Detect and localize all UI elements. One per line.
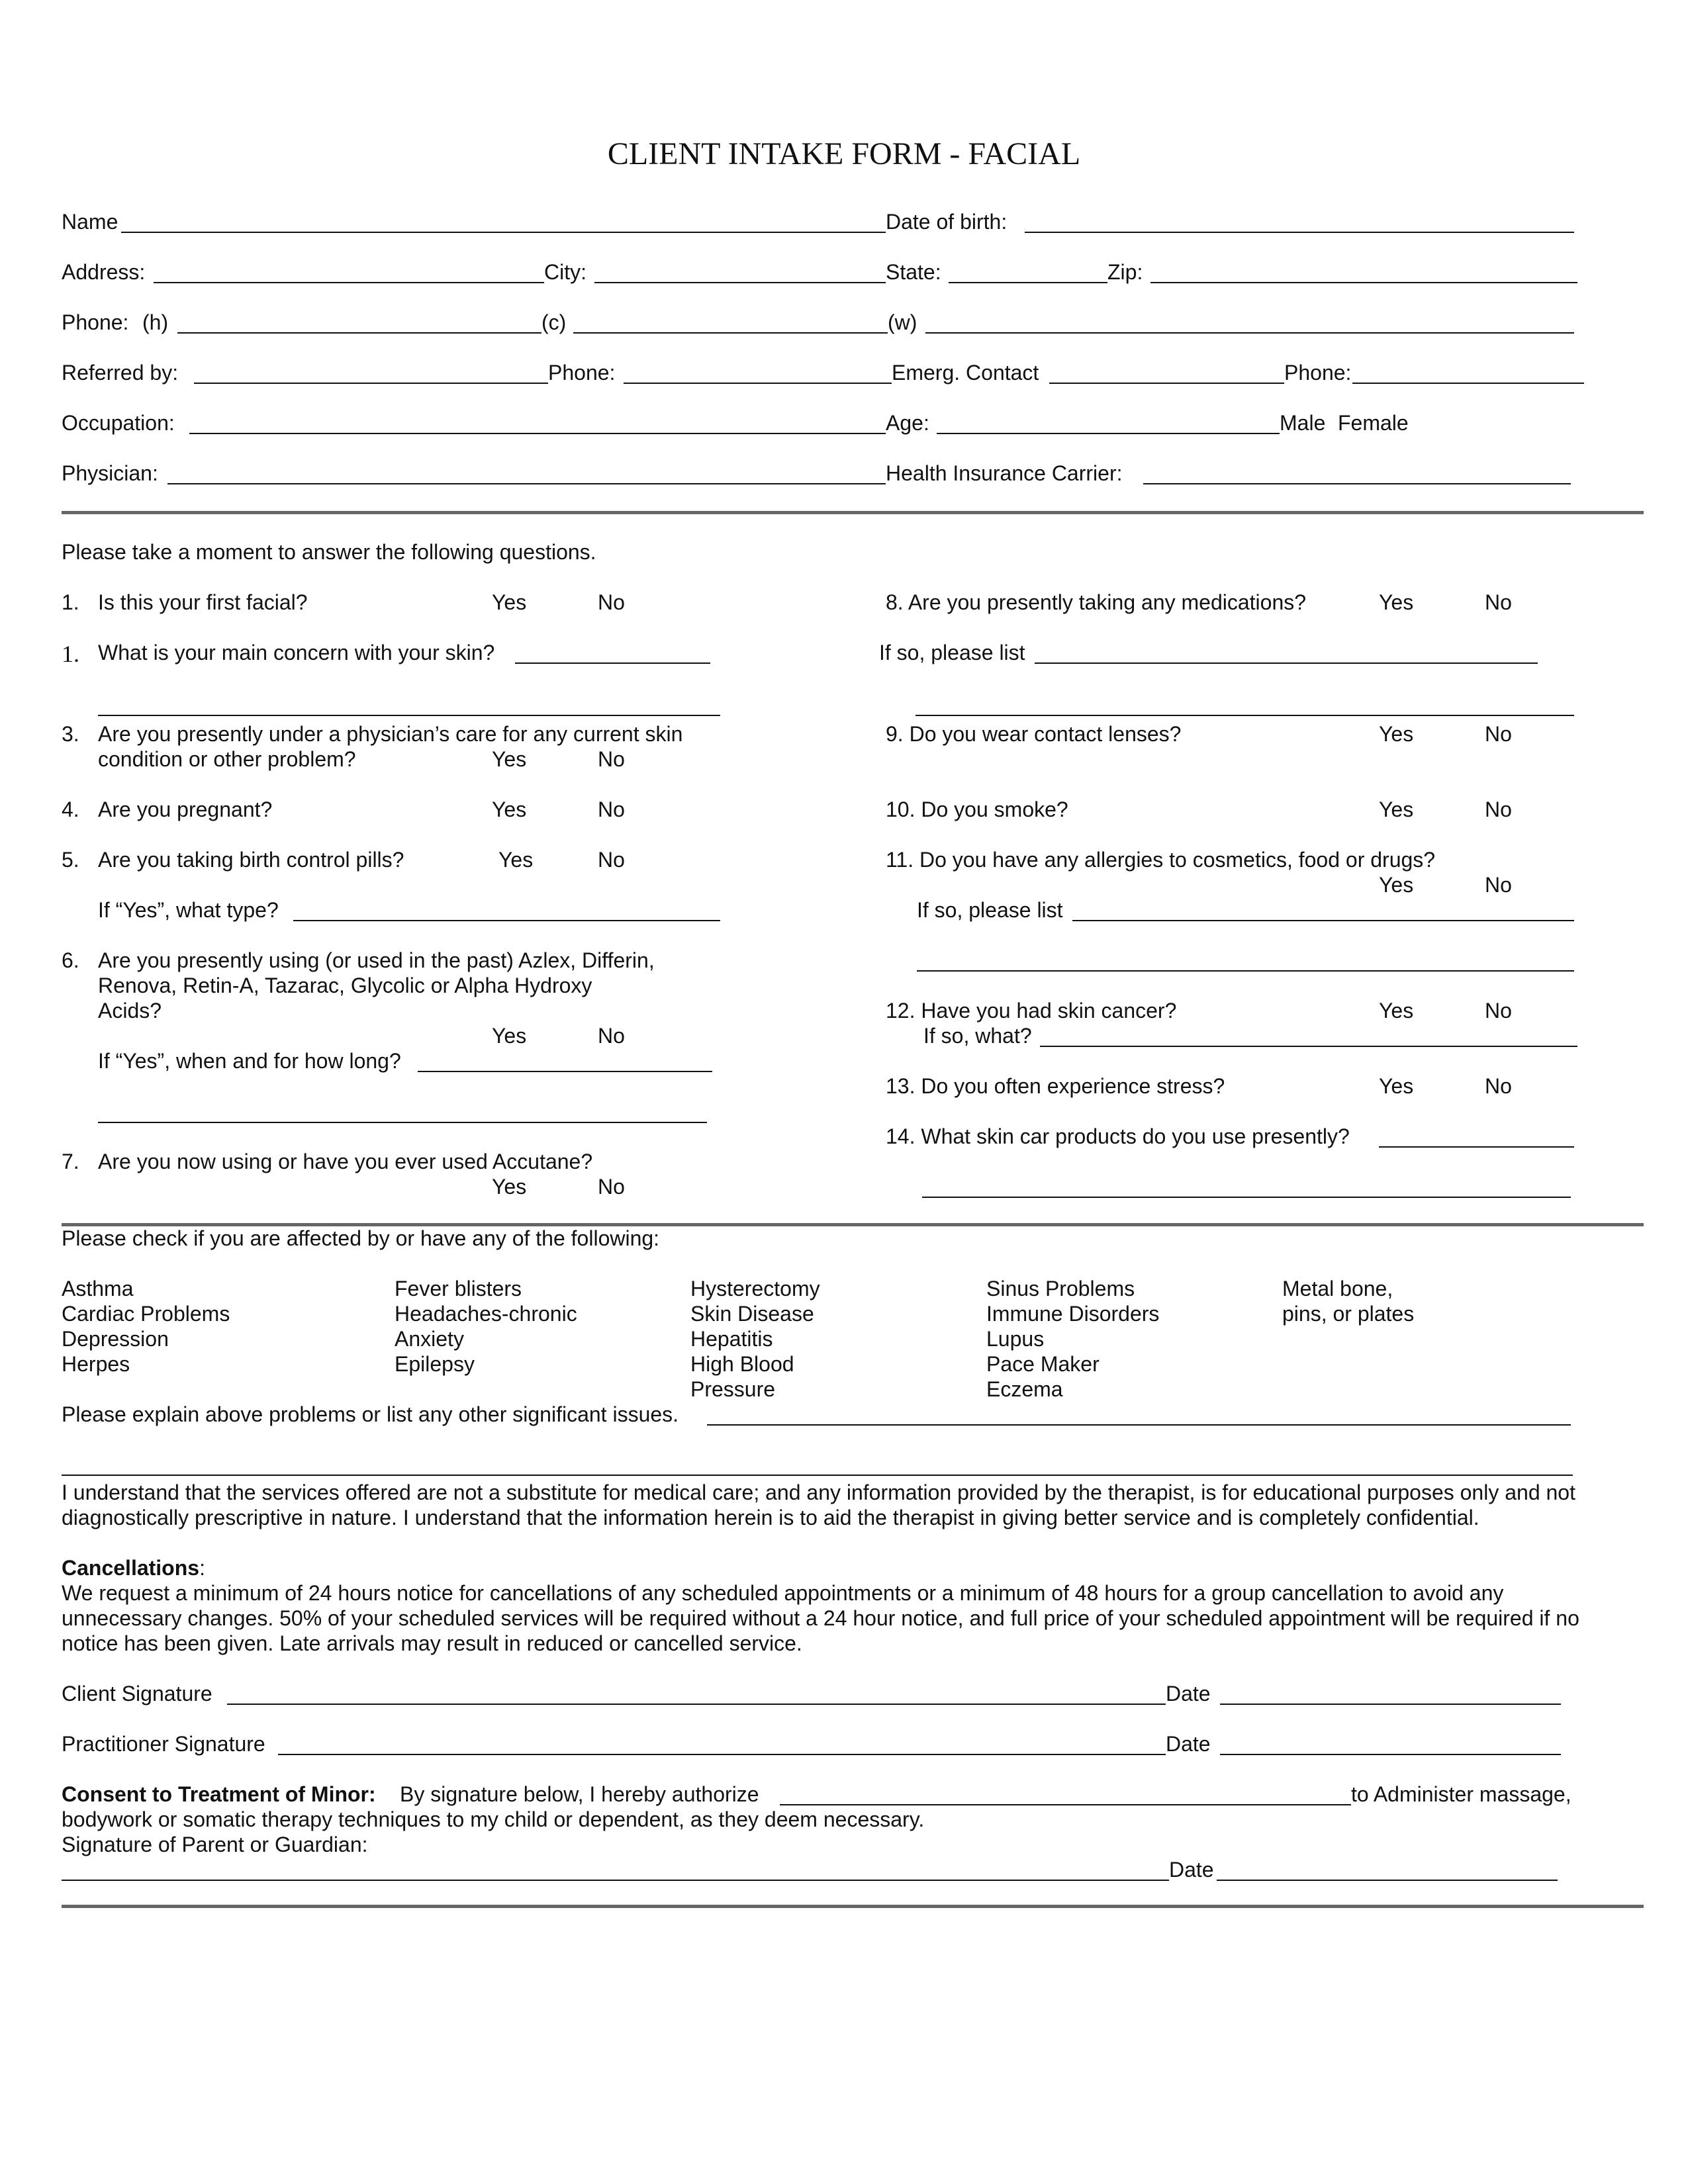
q4-no[interactable]: No: [598, 797, 625, 821]
occupation-field[interactable]: [189, 433, 886, 434]
city-field[interactable]: [594, 282, 886, 283]
condition-item-continued[interactable]: Pressure: [690, 1377, 776, 1401]
emergency-contact-field[interactable]: [1049, 383, 1284, 384]
q4-yes[interactable]: Yes: [492, 797, 527, 821]
phone-work-label: (w): [888, 310, 917, 334]
q6-yes[interactable]: Yes: [492, 1024, 527, 1048]
phone-work-field[interactable]: [925, 332, 1574, 334]
condition-item[interactable]: Depression: [62, 1327, 169, 1351]
q4-number: 4.: [62, 797, 79, 821]
practitioner-date-field[interactable]: [1220, 1754, 1561, 1755]
condition-item[interactable]: Hysterectomy: [690, 1277, 820, 1300]
q10-text: 10. Do you smoke?: [886, 797, 1068, 821]
cancellations-colon: :: [199, 1556, 205, 1580]
q6-sub-label: If “Yes”, when and for how long?: [98, 1049, 401, 1073]
disclaimer-line-2: diagnostically prescriptive in nature. I understand that the information herein is to aid the therapist in giving better service and is completely confidential.: [62, 1506, 1479, 1529]
referred-label: Referred by:: [62, 361, 179, 385]
q14-products-field[interactable]: [1379, 1146, 1574, 1148]
cancellations-line-2: unnecessary changes. 50% of your scheduled services will be required without a 24 hour notice, and full price of your scheduled appointment will be required if no: [62, 1606, 1579, 1630]
phone-cell-field[interactable]: [573, 332, 888, 334]
q2-text: What is your main concern with your skin?: [98, 641, 495, 664]
dob-field[interactable]: [1025, 232, 1574, 233]
condition-item[interactable]: Fever blisters: [395, 1277, 522, 1300]
minor-consent-line-2: bodywork or somatic therapy techniques to my child or dependent, as they deem necessary.: [62, 1807, 925, 1831]
condition-item[interactable]: Cardiac Problems: [62, 1302, 230, 1326]
guardian-signature-field[interactable]: [62, 1880, 1169, 1881]
q6-text-1: Are you presently using (or used in the past) Azlex, Differin,: [98, 948, 655, 972]
q1-no[interactable]: No: [598, 590, 625, 614]
male-option[interactable]: Male: [1280, 411, 1326, 435]
phone-label: Phone:: [62, 310, 129, 334]
condition-item[interactable]: Epilepsy: [395, 1352, 475, 1376]
q6-duration-field[interactable]: [418, 1071, 712, 1072]
q5-sub-label: If “Yes”, what type?: [98, 898, 279, 922]
q9-no[interactable]: No: [1485, 722, 1512, 746]
q13-yes[interactable]: Yes: [1379, 1074, 1414, 1098]
q13-no[interactable]: No: [1485, 1074, 1512, 1098]
phone-cell-label: (c): [541, 310, 567, 334]
client-date-label: Date: [1166, 1682, 1211, 1706]
q11-allergies-field[interactable]: [1072, 920, 1574, 921]
name-label: Name: [62, 210, 118, 234]
condition-item[interactable]: Sinus Problems: [986, 1277, 1135, 1300]
dob-label: Date of birth:: [886, 210, 1008, 234]
q1-number: 1.: [62, 590, 79, 614]
q6-duration-field-line2[interactable]: [98, 1122, 707, 1123]
q7-yes[interactable]: Yes: [492, 1175, 527, 1199]
q7-text: Are you now using or have you ever used Accutane?: [98, 1150, 593, 1173]
q11-no[interactable]: No: [1485, 873, 1512, 897]
condition-item[interactable]: Headaches-chronic: [395, 1302, 577, 1326]
q4-text: Are you pregnant?: [98, 797, 273, 821]
q10-no[interactable]: No: [1485, 797, 1512, 821]
q8-yes[interactable]: Yes: [1379, 590, 1414, 614]
q14-text: 14. What skin car products do you use presently?: [886, 1124, 1350, 1148]
q2-field-line2[interactable]: [98, 715, 720, 716]
q3-text-2: condition or other problem?: [98, 747, 356, 771]
q6-text-2: Renova, Retin-A, Tazarac, Glycolic or Alpha Hydroxy: [98, 974, 592, 997]
condition-item[interactable]: Eczema: [986, 1377, 1063, 1401]
q6-no[interactable]: No: [598, 1024, 625, 1048]
q5-number: 5.: [62, 848, 79, 872]
condition-item[interactable]: Asthma: [62, 1277, 134, 1300]
phone-home-field[interactable]: [177, 332, 541, 334]
q12-sub-label: If so, what?: [923, 1024, 1032, 1048]
address-field[interactable]: [154, 282, 544, 283]
physician-label: Physician:: [62, 461, 158, 485]
practitioner-signature-field[interactable]: [278, 1754, 1166, 1755]
minor-consent-heading: Consent to Treatment of Minor:: [62, 1782, 376, 1806]
q7-number: 7.: [62, 1150, 79, 1173]
q11-allergies-field-line2[interactable]: [917, 970, 1574, 972]
q9-yes[interactable]: Yes: [1379, 722, 1414, 746]
q10-yes[interactable]: Yes: [1379, 797, 1414, 821]
authorized-practitioner-field[interactable]: [780, 1804, 1351, 1805]
form-title: CLIENT INTAKE FORM - FACIAL: [607, 136, 1081, 171]
guardian-date-field[interactable]: [1217, 1880, 1558, 1881]
q11-sub-label: If so, please list: [917, 898, 1063, 922]
condition-item[interactable]: Hepatitis: [690, 1327, 773, 1351]
explain-field-line2[interactable]: [62, 1475, 1573, 1476]
q3-text-1: Are you presently under a physician’s care for any current skin: [98, 722, 683, 746]
q3-yes[interactable]: Yes: [492, 747, 527, 771]
q7-no[interactable]: No: [598, 1175, 625, 1199]
state-label: State:: [886, 260, 941, 284]
cancellations-heading-text: Cancellations: [62, 1556, 200, 1580]
state-field[interactable]: [949, 282, 1107, 283]
practitioner-date-label: Date: [1166, 1732, 1211, 1756]
zip-field[interactable]: [1150, 282, 1577, 283]
q12-no[interactable]: No: [1485, 999, 1512, 1023]
cancellations-line-1: We request a minimum of 24 hours notice for cancellations of any scheduled appointments or a minimum of 48 hours for a group cancellation to avoid any: [62, 1581, 1504, 1605]
q5-text: Are you taking birth control pills?: [98, 848, 404, 872]
q12-yes[interactable]: Yes: [1379, 999, 1414, 1023]
q11-yes[interactable]: Yes: [1379, 873, 1414, 897]
guardian-date-label: Date: [1169, 1858, 1214, 1882]
client-date-field[interactable]: [1220, 1704, 1561, 1705]
q8-medications-field-line2[interactable]: [915, 715, 1574, 716]
minor-consent-text-b: to Administer massage,: [1351, 1782, 1571, 1806]
q1-yes[interactable]: Yes: [492, 590, 527, 614]
explain-field[interactable]: [707, 1424, 1571, 1426]
condition-item[interactable]: Lupus: [986, 1327, 1045, 1351]
q8-medications-field[interactable]: [1035, 662, 1538, 664]
referrer-phone-label: Phone:: [548, 361, 616, 385]
q1-text: Is this your first facial?: [98, 590, 308, 614]
section-divider: [62, 511, 1644, 514]
q5-type-field[interactable]: [293, 920, 720, 921]
condition-item[interactable]: High Blood: [690, 1352, 794, 1376]
disclaimer-line-1: I understand that the services offered are not a substitute for medical care; and any information provided by the therapist, is for educational purposes only and not: [62, 1480, 1575, 1504]
client-signature-label: Client Signature: [62, 1682, 212, 1706]
emergency-phone-label: Phone:: [1284, 361, 1352, 385]
occupation-label: Occupation:: [62, 411, 175, 435]
explain-label: Please explain above problems or list any other significant issues.: [62, 1402, 679, 1426]
age-field[interactable]: [937, 433, 1280, 434]
q14-products-field-line2[interactable]: [922, 1197, 1571, 1198]
q12-cancer-field[interactable]: [1040, 1046, 1577, 1047]
q13-text: 13. Do you often experience stress?: [886, 1074, 1225, 1098]
section-divider: [62, 1905, 1644, 1908]
condition-item[interactable]: Pace Maker: [986, 1352, 1100, 1376]
q2-field[interactable]: [515, 662, 710, 664]
q3-number: 3.: [62, 722, 79, 746]
cancellations-line-3: notice has been given. Late arrivals may result in reduced or cancelled service.: [62, 1631, 802, 1655]
q12-text: 12. Have you had skin cancer?: [886, 999, 1177, 1023]
insurance-field[interactable]: [1143, 483, 1571, 484]
female-option[interactable]: Female: [1338, 411, 1409, 435]
condition-item[interactable]: Skin Disease: [690, 1302, 814, 1326]
conditions-intro: Please check if you are affected by or have any of the following:: [62, 1226, 660, 1250]
insurance-label: Health Insurance Carrier:: [886, 461, 1123, 485]
referred-field[interactable]: [194, 383, 548, 384]
condition-item[interactable]: Metal bone,: [1282, 1277, 1393, 1300]
cancellations-heading: [62, 1555, 205, 1580]
address-label: Address:: [62, 260, 146, 284]
q8-no[interactable]: No: [1485, 590, 1512, 614]
referrer-phone-field[interactable]: [624, 383, 892, 384]
q8-sub-label: If so, please list: [879, 641, 1025, 664]
q5-no[interactable]: No: [598, 848, 625, 872]
condition-item[interactable]: Anxiety: [395, 1327, 464, 1351]
q8-text: 8. Are you presently taking any medications?: [886, 590, 1307, 614]
q6-number: 6.: [62, 948, 79, 972]
client-signature-field[interactable]: [227, 1704, 1166, 1705]
condition-item[interactable]: Immune Disorders: [986, 1302, 1160, 1326]
practitioner-signature-label: Practitioner Signature: [62, 1732, 265, 1756]
q11-text: 11. Do you have any allergies to cosmetics, food or drugs?: [886, 848, 1436, 872]
emergency-phone-field[interactable]: [1352, 383, 1584, 384]
name-field[interactable]: [121, 232, 886, 233]
q2-number: 1.: [62, 641, 79, 667]
phone-home-label: (h): [142, 310, 169, 334]
q3-no[interactable]: No: [598, 747, 625, 771]
zip-label: Zip:: [1107, 260, 1143, 284]
questions-intro: Please take a moment to answer the following questions.: [62, 540, 596, 564]
q6-text-3: Acids?: [98, 999, 162, 1023]
condition-item-continued[interactable]: pins, or plates: [1282, 1302, 1415, 1326]
age-label: Age:: [886, 411, 929, 435]
emergency-contact-label: Emerg. Contact: [892, 361, 1039, 385]
minor-consent-text-a: By signature below, I hereby authorize: [400, 1782, 759, 1806]
condition-item[interactable]: Herpes: [62, 1352, 130, 1376]
city-label: City:: [544, 260, 586, 284]
q5-yes[interactable]: Yes: [498, 848, 534, 872]
guardian-signature-label: Signature of Parent or Guardian:: [62, 1833, 368, 1856]
q9-text: 9. Do you wear contact lenses?: [886, 722, 1182, 746]
physician-field[interactable]: [167, 483, 886, 484]
